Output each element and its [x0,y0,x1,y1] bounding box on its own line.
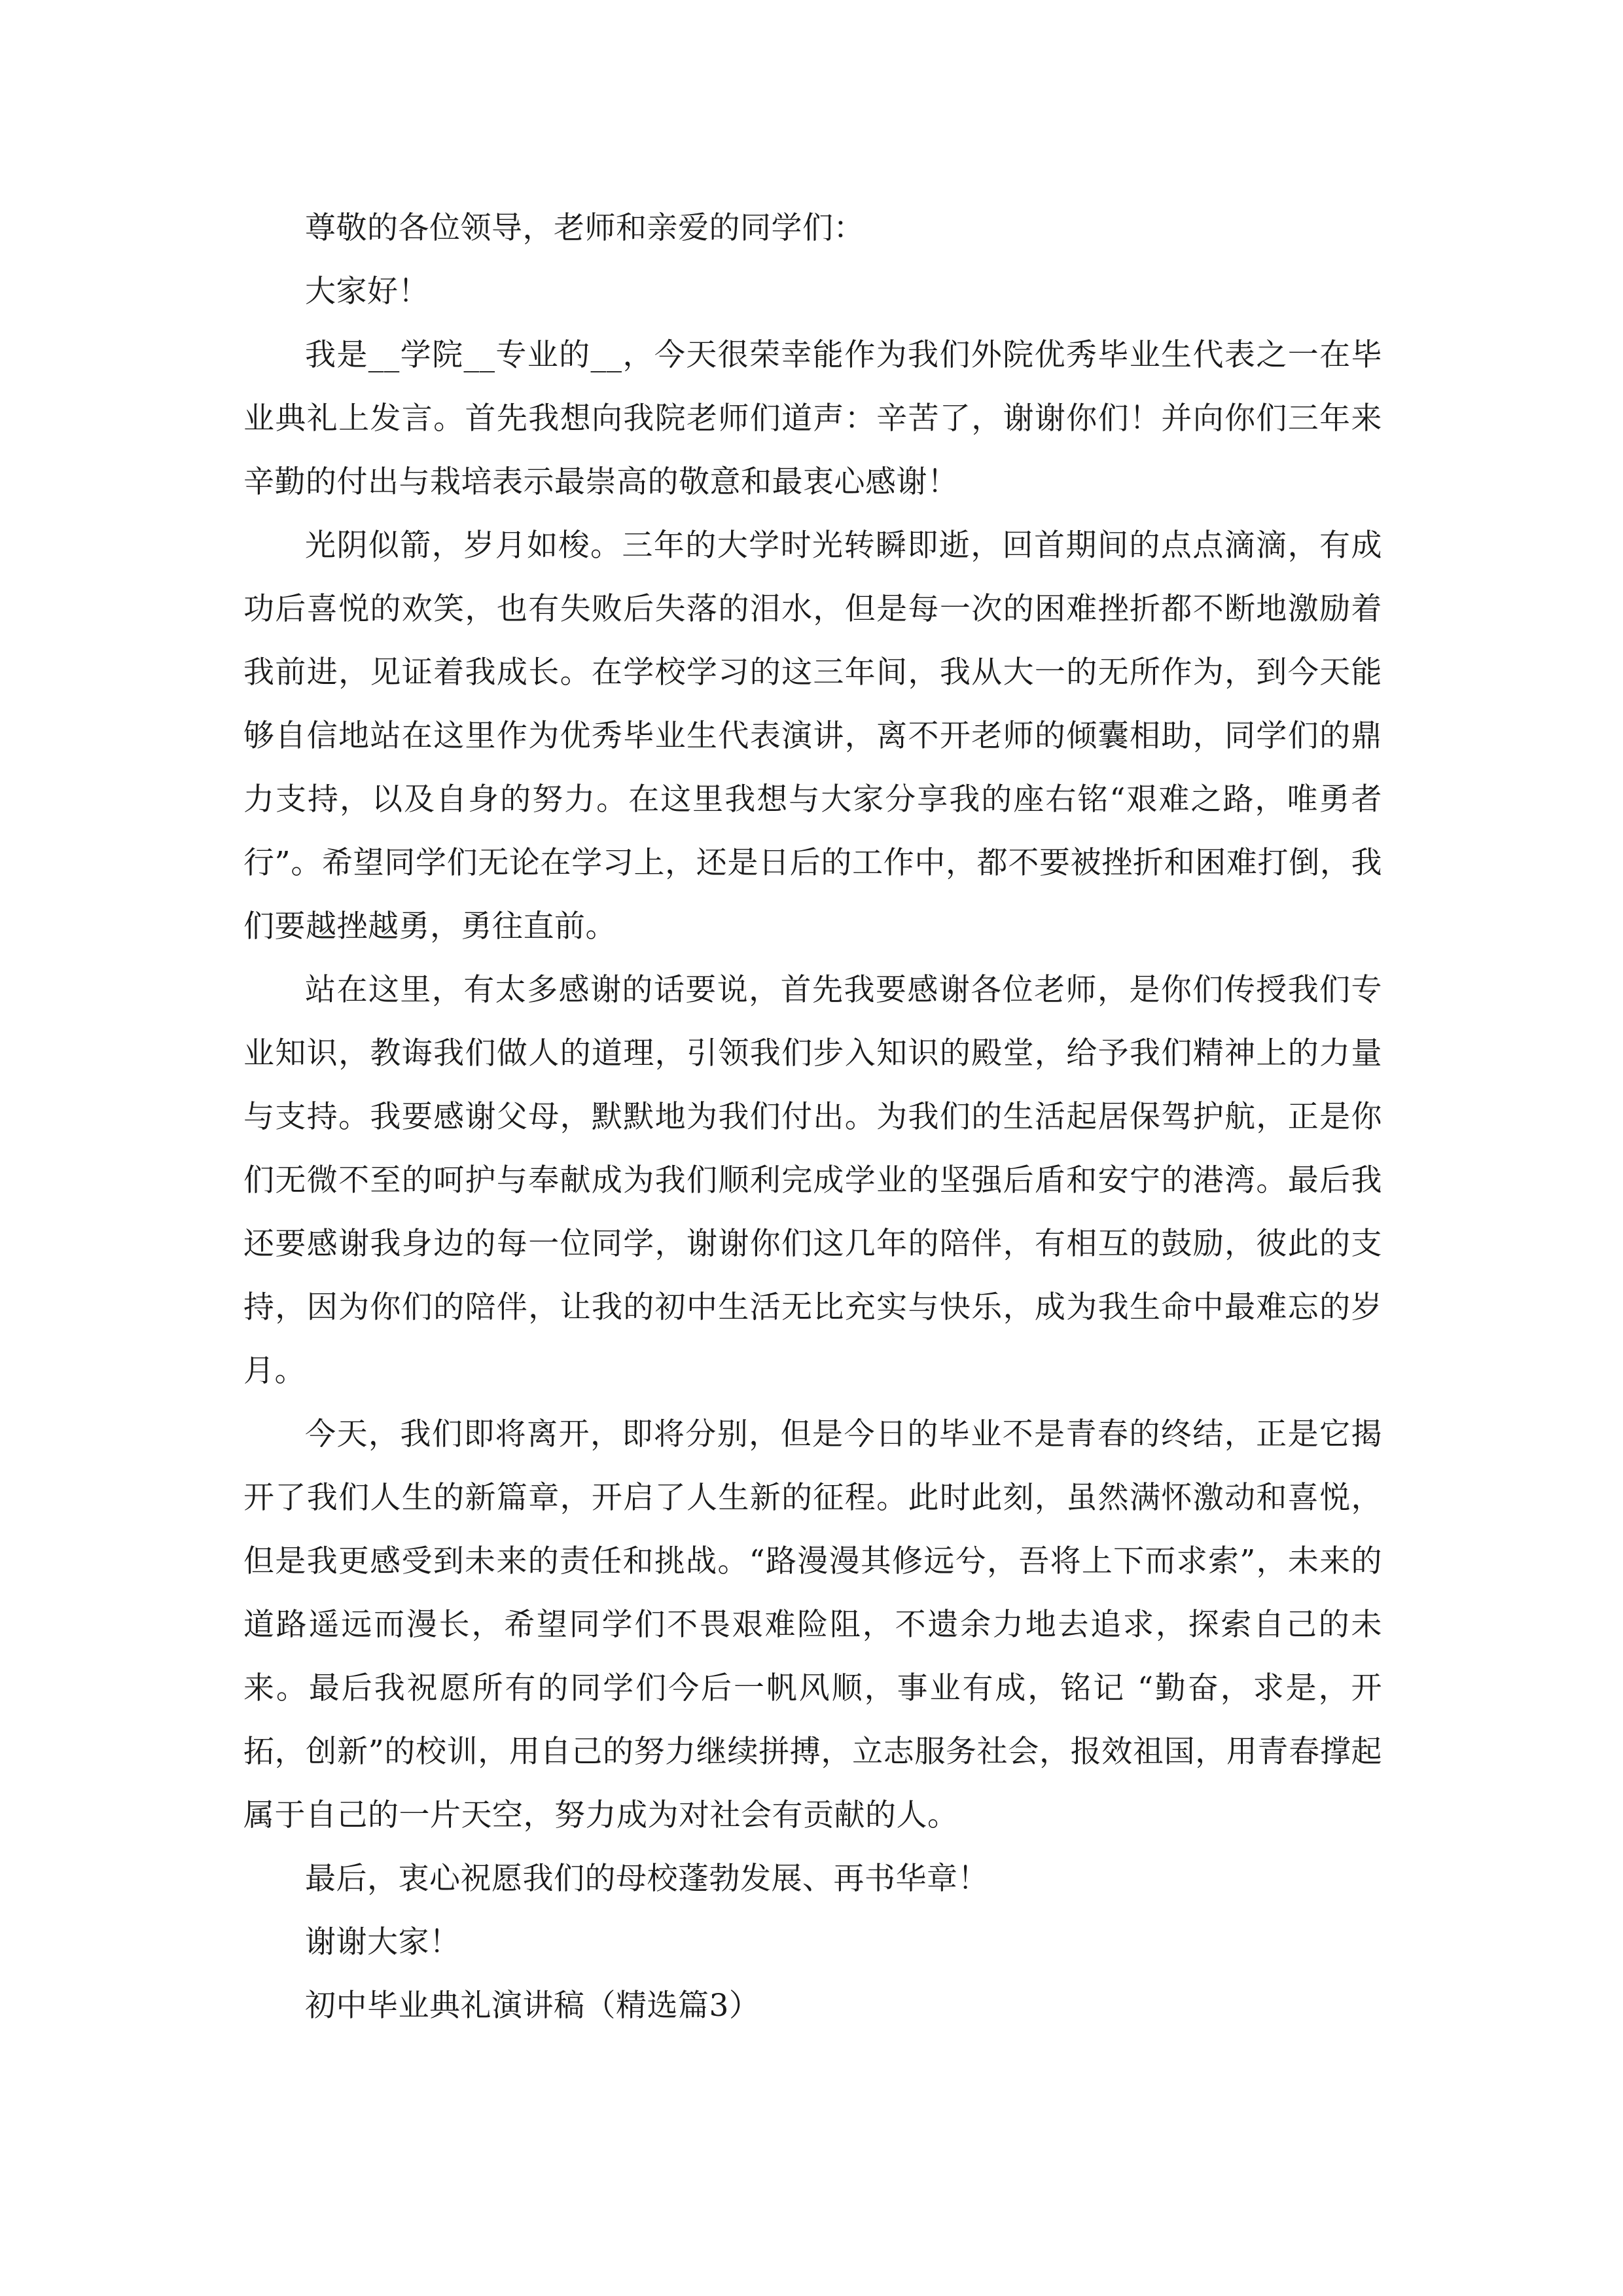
greeting-line: 大家好！ [305,274,429,310]
section-heading: 初中毕业典礼演讲稿（精选篇3） [305,1988,760,2024]
future-paragraph: 今天，我们即将离开，即将分别，但是今日的毕业不是青春的终结，正是它揭开了我们人生的新篇章，开启了人生新的征程。此时此刻，虽然满怀激动和喜悦，但是我更感受到未来的责任和挑战。“路漫漫其修远兮，吾将上下而求索”，未来的道路遥远而漫长，希望同学们不畏艰难险阻，不遗余力地去追求，探索自己的未来。最后我祝愿所有的同学们今后一帆风顺，事业有成，铭记 “勤奋，求是，开拓，创新”的校训，用自己的努力继续拼搏，立志服务社会，报效祖国，用青春撑起属于自己的一片天空，努力成为对社会有贡献的人。 [243,1416,1382,1833]
thanks-line: 谢谢大家！ [305,1924,461,1960]
document-body [243,196,1382,2037]
gratitude-paragraph: 站在这里，有太多感谢的话要说，首先我要感谢各位老师，是你们传授我们专业知识，教诲我们做人的道理，引领我们步入知识的殿堂，给予我们精神上的力量与支持。我要感谢父母，默默地为我们付出。为我们的生活起居保驾护航，正是你们无微不至的呵护与奉献成为我们顺利完成学业的坚强后盾和安宁的港湾。最后我还要感谢我身边的每一位同学，谢谢你们这几年的陪伴，有相互的鼓励，彼此的支持，因为你们的陪伴，让我的初中生活无比充实与快乐，成为我生命中最难忘的岁月。 [243,972,1382,1389]
intro-paragraph: 我是__学院__专业的__，今天很荣幸能作为我们外院优秀毕业生代表之一在毕业典礼上发言。首先我想向我院老师们道声：辛苦了，谢谢你们！并向你们三年来辛勤的付出与栽培表示最崇高的敬意和最衷心感谢！ [243,337,1382,500]
reflection-paragraph: 光阴似箭，岁月如梭。三年的大学时光转瞬即逝，回首期间的点点滴滴，有成功后喜悦的欢笑，也有失败后失落的泪水，但是每一次的困难挫折都不断地激励着我前进，见证着我成长。在学校学习的这三年间，我从大一的无所作为，到今天能够自信地站在这里作为优秀毕业生代表演讲，离不开老师的倾囊相助，同学们的鼎力支持，以及自身的努力。在这里我想与大家分享我的座右铭“艰难之路，唯勇者行”。希望同学们无论在学习上，还是日后的工作中，都不要被挫折和困难打倒，我们要越挫越勇，勇往直前。 [243,528,1382,944]
wishes-line: 最后，衷心祝愿我们的母校蓬勃发展、再书华章！ [305,1861,989,1897]
salutation-line: 尊敬的各位领导，老师和亲爱的同学们： [305,210,865,246]
